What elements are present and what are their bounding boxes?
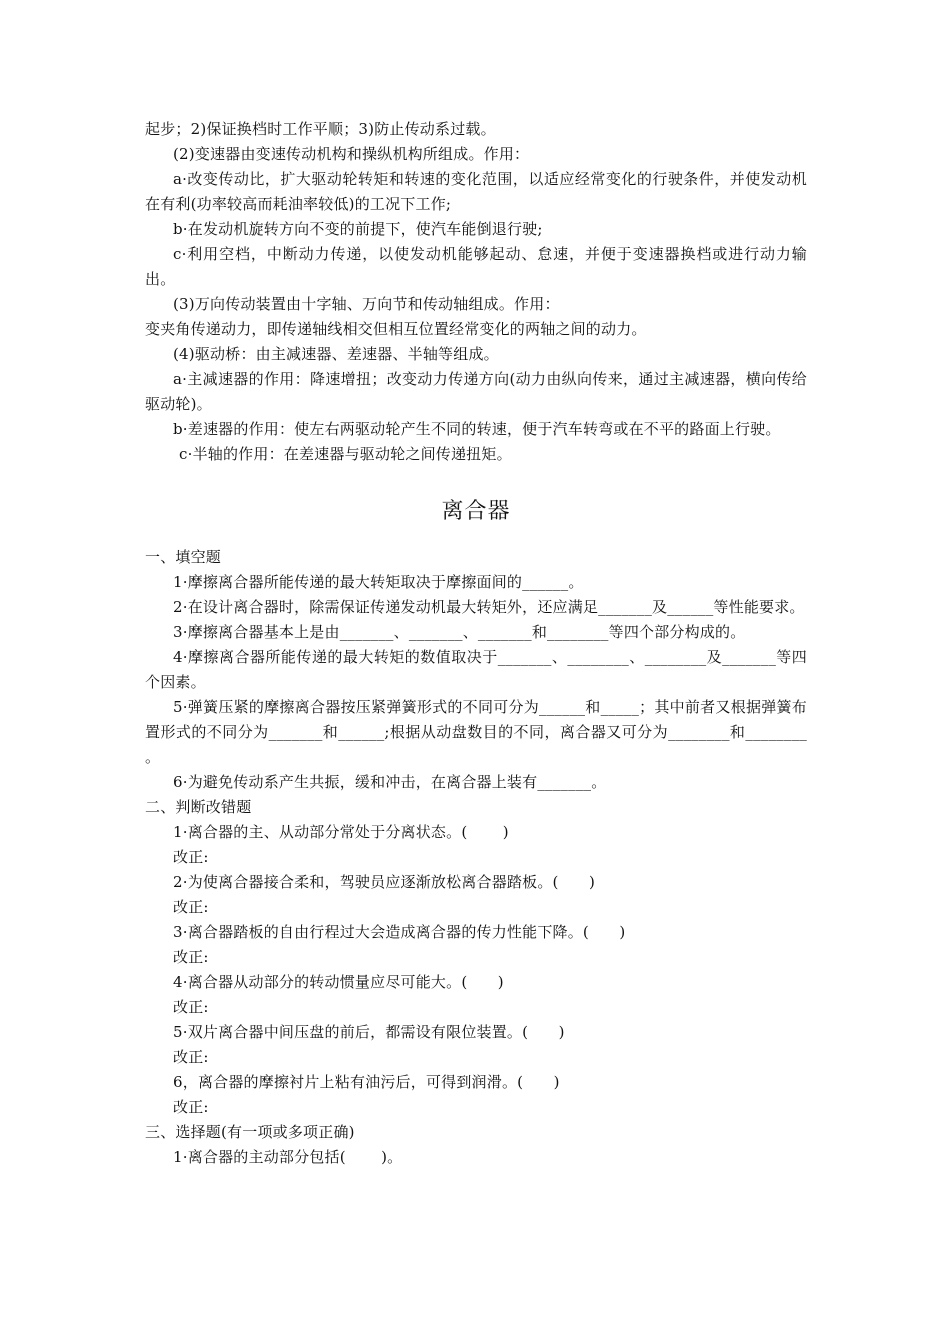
section-title: 离合器 xyxy=(441,499,511,524)
text-line: 起步；2)保证换档时工作平顺；3)防止传动系过载。 xyxy=(145,120,496,138)
question-item: 3·摩擦离合器基本上是由_______、_______、_______和________等四个部分构成的。 xyxy=(173,623,746,641)
question-item: 3·离合器踏板的自由行程过大会造成离合器的传力性能下降。( ) xyxy=(173,923,626,941)
correction-label: 改正: xyxy=(173,948,209,966)
text-line: (4)驱动桥：由主减速器、差速器、半轴等组成。 xyxy=(173,345,499,363)
part2-heading: 二、判断改错题 xyxy=(145,798,252,816)
question-item: 1·摩擦离合器所能传递的最大转矩取决于摩擦面间的______。 xyxy=(173,573,584,591)
text-line: (3)万向传动装置由十字轴、万向节和传动轴组成。作用： xyxy=(173,295,560,313)
text-line: c·半轴的作用：在差速器与驱动轮之间传递扭矩。 xyxy=(179,445,512,463)
question-item: 6·为避免传动系产生共振，缓和冲击，在离合器上装有_______。 xyxy=(173,773,607,791)
correction-label: 改正: xyxy=(173,898,209,916)
part3-heading: 三、选择题(有一项或多项正确) xyxy=(145,1123,355,1141)
text-line: c·利用空档，中断动力传递，以使发动机能够起动、怠速，并便于变速器换档或进行动力输出。 xyxy=(145,245,807,288)
text-line: b·差速器的作用：使左右两驱动轮产生不同的转速，便于汽车转弯或在不平的路面上行驶。 xyxy=(173,420,781,438)
text-line: a·改变传动比，扩大驱动轮转矩和转速的变化范围，以适应经常变化的行驶条件，并使发动机在有利(功率较高而耗油率较低)的工况下工作; xyxy=(145,170,807,213)
text-line: 变夹角传递动力，即传递轴线相交但相互位置经常变化的两轴之间的动力。 xyxy=(145,320,647,338)
text-line: a·主减速器的作用：降速增扭；改变动力传递方向(动力由纵向传来，通过主减速器，横向传给驱动轮)。 xyxy=(145,370,807,413)
question-item: 1·离合器的主、从动部分常处于分离状态。( ) xyxy=(173,823,509,841)
question-item: 2·为使离合器接合柔和，驾驶员应逐渐放松离合器踏板。( ) xyxy=(173,873,596,891)
question-item: 4·离合器从动部分的转动惯量应尽可能大。( ) xyxy=(173,973,504,991)
correction-label: 改正: xyxy=(173,1098,209,1116)
correction-label: 改正: xyxy=(173,848,209,866)
document-body xyxy=(145,117,807,1170)
question-item: 4·摩擦离合器所能传递的最大转矩的数值取决于_______、________、________及_______等四个因素。 xyxy=(145,648,807,691)
correction-label: 改正: xyxy=(173,998,209,1016)
question-item: 5·双片离合器中间压盘的前后，都需设有限位装置。( ) xyxy=(173,1023,565,1041)
part1-heading: 一、填空题 xyxy=(145,548,222,566)
text-line: (2)变速器由变速传动机构和操纵机构所组成。作用： xyxy=(173,145,530,163)
question-item: 2·在设计离合器时，除需保证传递发动机最大转矩外，还应满足_______及______等性能要求。 xyxy=(173,598,805,616)
question-item: 6，离合器的摩擦衬片上粘有油污后，可得到润滑。( ) xyxy=(173,1073,560,1091)
question-item: 5·弹簧压紧的摩擦离合器按压紧弹簧形式的不同可分为______和_____；其中前者又根据弹簧布置形式的不同分为_______和______;根据从动盘数目的不同，离合器又可分为________和________ 。 xyxy=(145,698,807,766)
question-item: 1·离合器的主动部分包括( )。 xyxy=(173,1148,403,1166)
correction-label: 改正: xyxy=(173,1048,209,1066)
text-line: b·在发动机旋转方向不变的前提下，使汽车能倒退行驶; xyxy=(173,220,543,238)
